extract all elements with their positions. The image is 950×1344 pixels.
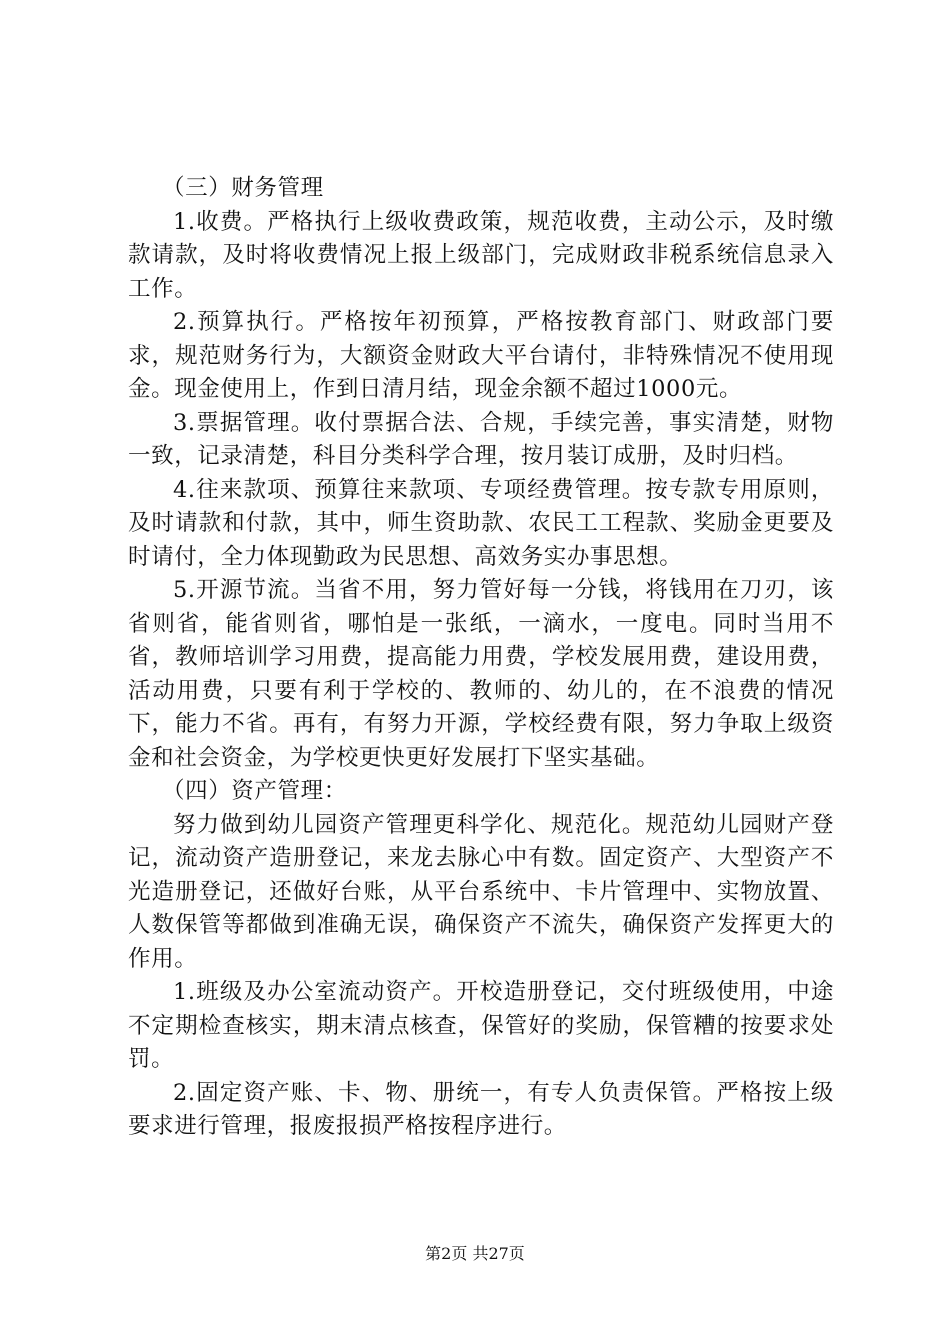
section-heading-assets: （四）资产管理： (162, 778, 347, 804)
page-footer: 第2页 共27页 (425, 1244, 525, 1263)
paragraph-accounts: 4.往来款项、预算往来款项、专项经费管理。按专款专用原则，及时请款和付款，其中，师生资助款、农民工工程款、奖励金更要及时请付，全力体现勤政为民思想、高效务实办事思想。 (128, 476, 834, 570)
paragraph-savings: 5.开源节流。当省不用，努力管好每一分钱，将钱用在刀刃，该省则省，能省则省，哪怕是一张纸，一滴水，一度电。同时当用不省，教师培训学习用费，提高能力用费，学校发展用费，建设用费，活动用费，只要有利于学校的、教师的、幼儿的，在不浪费的情况下，能力不省。再有，有努力开源，学校经费有限，努力争取上级资金和社会资金，为学校更快更好发展打下坚实基础。 (128, 577, 834, 771)
paragraph-asset-overview: 努力做到幼儿园资产管理更科学化、规范化。规范幼儿园财产登记，流动资产造册登记，来龙去脉心中有数。固定资产、大型资产不光造册登记，还做好台账，从平台系统中、卡片管理中、实物放置、人数保管等都做到准确无误，确保资产不流失，确保资产发挥更大的作用。 (128, 811, 834, 972)
paragraph-fixed-assets: 2.固定资产账、卡、物、册统一，有专人负责保管。严格按上级要求进行管理，报废报损严格按程序进行。 (128, 1079, 834, 1139)
paragraph-current-assets: 1.班级及办公室流动资产。开校造册登记，交付班级使用，中途不定期检查核实，期末清点核查，保管好的奖励，保管糟的按要求处罚。 (128, 979, 834, 1072)
paragraph-receipts: 3.票据管理。收付票据合法、合规，手续完善，事实清楚，财物一致，记录清楚，科目分类科学合理，按月装订成册，及时归档。 (128, 409, 834, 469)
document-body (128, 172, 834, 1144)
section-heading-finance: （三）财务管理 (162, 175, 324, 201)
paragraph-fees: 1.收费。严格执行上级收费政策，规范收费，主动公示，及时缴款请款，及时将收费情况上报上级部门，完成财政非税系统信息录入工作。 (128, 208, 834, 302)
paragraph-budget: 2.预算执行。严格按年初预算，严格按教育部门、财政部门要求，规范财务行为，大额资金财政大平台请付，非特殊情况不使用现金。现金使用上，作到日清月结，现金余额不超过1000元。 (128, 309, 834, 402)
